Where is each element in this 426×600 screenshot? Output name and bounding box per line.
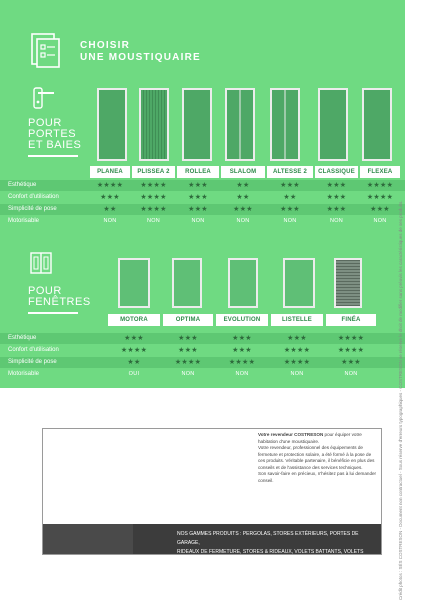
windows-cell-r3-c2: NON bbox=[235, 371, 249, 377]
model-header-classique: CLASSIQUE bbox=[315, 166, 358, 178]
insert-paragraph-2: Votre revendeur, professionnel des équipements de fermeture et protection solaire, a été formé à la pose de ces produits. Véritable partenaire, il bénéficie en plus des conseils et de l'assistance des services techniques. bbox=[258, 445, 375, 470]
windows-cell-r2-c4: ★★★ bbox=[341, 359, 361, 366]
window-icon bbox=[28, 250, 54, 276]
product-image-motora bbox=[118, 258, 150, 308]
insert-photo bbox=[43, 524, 133, 554]
windows-section-title bbox=[28, 286, 91, 308]
model-header-finea: FINÉA bbox=[326, 314, 376, 326]
doors-cell-r0-c5: ★★★ bbox=[326, 182, 347, 189]
title-line-2: UNE MOUSTIQUAIRE bbox=[80, 52, 201, 63]
model-header-evolution: EVOLUTION bbox=[216, 314, 268, 326]
windows-cell-r3-c0: OUI bbox=[128, 371, 140, 377]
doors-cell-r0-c6: ★★★★ bbox=[366, 182, 394, 189]
title-line-1: CHOISIR bbox=[80, 40, 131, 51]
windows-cell-r2-c3: ★★★★ bbox=[283, 359, 311, 366]
insert-paragraph-3: Son savoir-faire en précieux, n'hésitez pas à lui demander conseil. bbox=[258, 471, 377, 483]
doors-divider bbox=[28, 155, 78, 157]
doors-cell-r1-c5: ★★★ bbox=[326, 194, 347, 201]
windows-cell-r3-c1: NON bbox=[181, 371, 195, 377]
product-image-plissea bbox=[139, 88, 169, 161]
doors-cell-r3-c6: NON bbox=[373, 218, 387, 224]
legal-side-text: Crédit photos : SÉS COSTRESON - Document non contractuel - Sous réserve d'erreurs typographiques - COSTRESON se réserve le droit de modifier sans préavis les caractéristiques de ses produits. bbox=[398, 200, 403, 600]
doors-title-line-2: PORTES bbox=[28, 128, 77, 140]
product-image-listelle bbox=[283, 258, 315, 308]
model-header-listelle: LISTELLE bbox=[271, 314, 323, 326]
doors-cell-r0-c3: ★★ bbox=[236, 182, 250, 189]
windows-cell-r0-c4: ★★★★ bbox=[337, 335, 365, 342]
model-header-planea: PLANEA bbox=[90, 166, 130, 178]
doors-label-esthetique: Esthétique bbox=[8, 182, 37, 188]
product-image-planea bbox=[97, 88, 127, 161]
doors-cell-r3-c1: NON bbox=[146, 218, 161, 224]
doors-cell-r2-c1: ★★★★ bbox=[140, 206, 167, 213]
windows-cell-r1-c0: ★★★★ bbox=[120, 347, 148, 354]
doors-cell-r2-c6: ★★★ bbox=[370, 206, 390, 213]
windows-cell-r0-c0: ★★★ bbox=[124, 335, 144, 342]
doors-cell-r1-c0: ★★★ bbox=[100, 194, 120, 201]
doors-cell-r2-c4: ★★★ bbox=[280, 206, 300, 213]
doors-title-line-1: POUR bbox=[28, 117, 62, 129]
windows-cell-r2-c1: ★★★★ bbox=[174, 359, 202, 366]
model-header-plissea: PLISSEA 2 bbox=[132, 166, 175, 178]
windows-label-pose: Simplicité de pose bbox=[8, 359, 57, 365]
product-image-finea bbox=[334, 258, 362, 308]
doors-cell-r3-c0: NON bbox=[103, 218, 117, 224]
doors-cell-r0-c2: ★★★ bbox=[188, 182, 208, 189]
product-image-flexea bbox=[362, 88, 392, 161]
windows-title-line-1: POUR bbox=[28, 285, 62, 297]
doors-cell-r1-c2: ★★★ bbox=[188, 194, 208, 201]
model-header-optima: OPTIMA bbox=[163, 314, 213, 326]
windows-cell-r2-c2: ★★★★ bbox=[228, 359, 256, 366]
doors-cell-r1-c6: ★★★★ bbox=[366, 194, 394, 201]
doors-cell-r3-c5: NON bbox=[329, 218, 344, 224]
windows-cell-r2-c0: ★★ bbox=[127, 359, 141, 366]
windows-label-confort: Confort d'utilisation bbox=[8, 347, 59, 353]
windows-cell-r1-c1: ★★★ bbox=[178, 347, 198, 354]
windows-cell-r3-c4: NON bbox=[344, 371, 358, 377]
product-image-optima bbox=[172, 258, 202, 308]
doors-label-confort: Confort d'utilisation bbox=[8, 194, 59, 200]
product-image-rollea bbox=[182, 88, 212, 161]
insert-band-line-2: RIDEAUX DE FERMETURE, STORES & RIDEAUX, VOLETS BATTANTS, VOLETS ROULANTS bbox=[177, 549, 364, 564]
door-handle-icon bbox=[28, 82, 58, 112]
doors-cell-r2-c0: ★★ bbox=[103, 206, 117, 213]
document-checklist-icon bbox=[26, 30, 66, 70]
doors-cell-r3-c4: NON bbox=[283, 218, 297, 224]
doors-cell-r0-c1: ★★★★ bbox=[140, 182, 167, 189]
doors-title-line-3: ET BAIES bbox=[28, 139, 82, 151]
product-image-slalom bbox=[225, 88, 255, 161]
doors-cell-r0-c4: ★★★ bbox=[280, 182, 300, 189]
model-header-flexea: FLEXEA bbox=[360, 166, 400, 178]
windows-cell-r1-c2: ★★★ bbox=[232, 347, 252, 354]
model-header-altesse: ALTESSE 2 bbox=[267, 166, 313, 178]
product-image-altesse bbox=[270, 88, 300, 161]
doors-label-pose: Simplicité de pose bbox=[8, 206, 57, 212]
windows-cell-r3-c3: NON bbox=[290, 371, 304, 377]
insert-intro-bold: Votre revendeur COSTRESON bbox=[258, 432, 324, 437]
doors-cell-r3-c2: NON bbox=[191, 218, 205, 224]
doors-cell-r1-c3: ★★ bbox=[236, 194, 250, 201]
insert-text bbox=[258, 432, 378, 484]
doors-cell-r1-c1: ★★★★ bbox=[140, 194, 167, 201]
product-image-evolution bbox=[228, 258, 258, 308]
doors-cell-r2-c3: ★★★ bbox=[233, 206, 253, 213]
doors-label-motorisable: Motorisable bbox=[8, 218, 40, 224]
page-title bbox=[80, 40, 201, 64]
windows-cell-r0-c1: ★★★ bbox=[178, 335, 198, 342]
windows-cell-r0-c3: ★★★ bbox=[287, 335, 307, 342]
model-header-motora: MOTORA bbox=[108, 314, 160, 326]
model-header-slalom: SLALOM bbox=[221, 166, 265, 178]
insert-paragraph-1: pour équiper votre habitation d'une moustiquaire. bbox=[258, 432, 362, 444]
windows-label-esthetique: Esthétique bbox=[8, 335, 37, 341]
windows-cell-r1-c4: ★★★★ bbox=[337, 347, 365, 354]
windows-title-line-2: FENÊTRES bbox=[28, 296, 91, 308]
doors-cell-r2-c5: ★★★ bbox=[326, 206, 347, 213]
model-header-rollea: ROLLEA bbox=[177, 166, 219, 178]
doors-section-title bbox=[28, 118, 81, 151]
doors-cell-r2-c2: ★★★ bbox=[188, 206, 208, 213]
doors-cell-r1-c4: ★★ bbox=[283, 194, 297, 201]
windows-divider bbox=[28, 312, 78, 314]
windows-label-motorisable: Motorisable bbox=[8, 371, 40, 377]
insert-product-band bbox=[133, 524, 381, 564]
product-image-classique bbox=[318, 88, 348, 161]
insert-band-line-1: NOS GAMMES PRODUITS : PERGOLAS, STORES EXTÉRIEURS, PORTES DE GARAGE, bbox=[177, 531, 359, 546]
doors-cell-r0-c0: ★★★★ bbox=[96, 182, 124, 189]
windows-cell-r0-c2: ★★★ bbox=[232, 335, 252, 342]
doors-cell-r3-c3: NON bbox=[236, 218, 250, 224]
windows-cell-r1-c3: ★★★★ bbox=[283, 347, 311, 354]
